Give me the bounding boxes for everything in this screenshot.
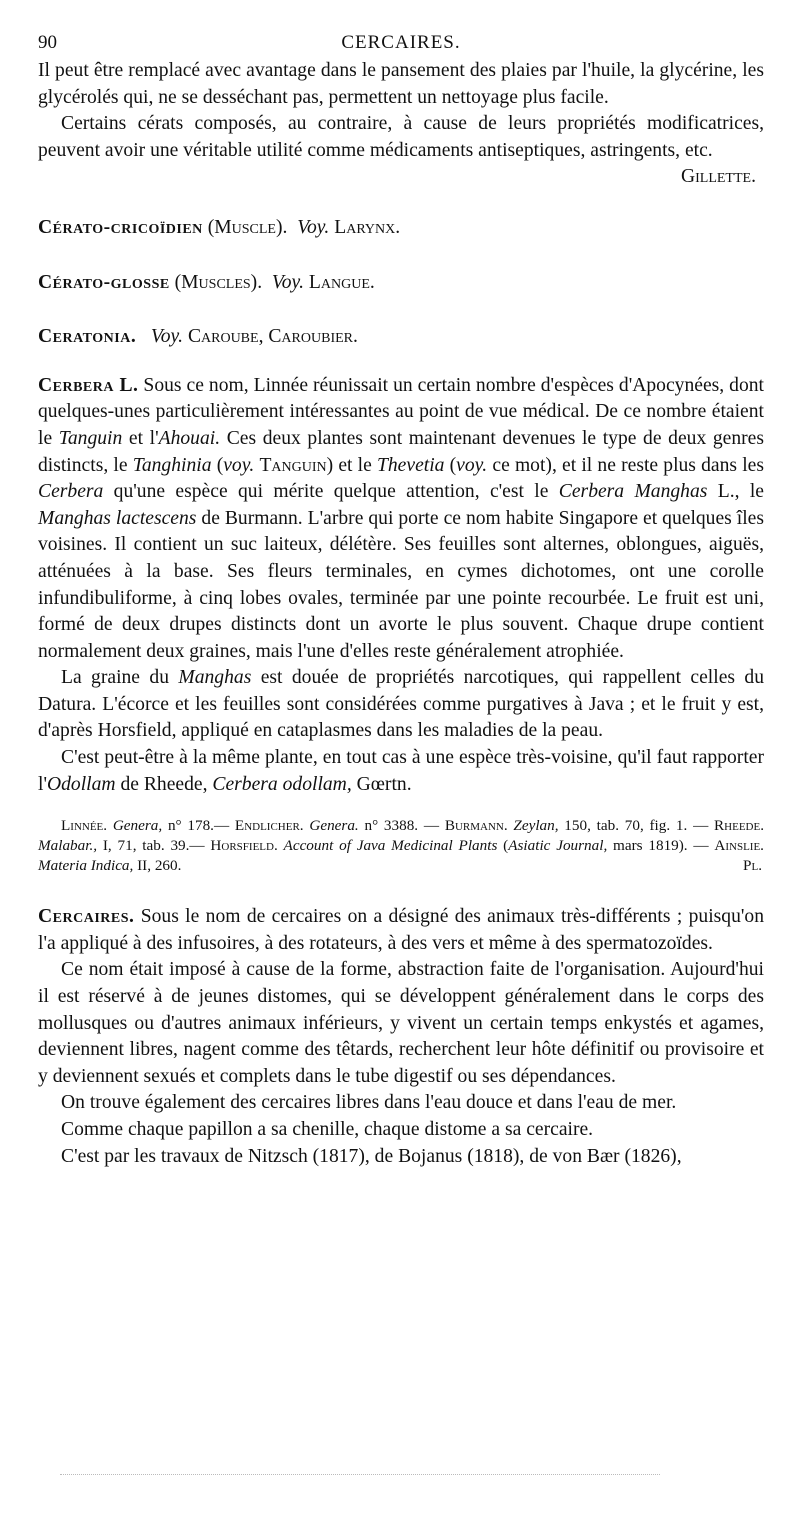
ref-author: Linnée. — [61, 817, 108, 835]
cercaires-paragraph-4: Comme chaque papillon a sa chenille, chaque distome a sa cercaire. — [61, 1119, 594, 1140]
text-run: qu'une espèce qui mérite quelque attention, c'est le — [103, 481, 559, 503]
page-header — [38, 28, 764, 58]
cerats-paragraph-2: Certains cérats composés, au contraire, à cause de leurs propriétés modificatrices, peuvent avoir une véritable utilité comme médicaments antiseptiques, astringents, etc. — [38, 113, 764, 161]
ref-author: Rheede. — [714, 817, 765, 835]
cercaires-paragraph-1 — [38, 904, 764, 957]
text-run: ( — [211, 454, 224, 476]
entry-headword-cerbera: Cerbera L. — [38, 374, 139, 396]
crossref-headword: Cérato-glosse — [38, 271, 170, 293]
italic-term: Cerbera odollam, — [212, 773, 352, 795]
entry-headword-cercaires: Cercaires. — [38, 906, 135, 928]
ref-title: Genera. — [309, 817, 359, 835]
text-run: de Burmann. L'arbre qui porte ce nom habite Singapore et quelques îles voisines. Il contient un suc laiteux, délétère. Ses feuilles sont alternes, oblongues, aiguës, atténuées à la base. Ses fleurs terminales, en cymes dichotomes, ont une corolle infundibuliforme, à cinq lobes ovales, terminée par une pointe recourbée. Le fruit est uni, formé de deux drupes distincts dont un avorte le plus souvent. Chaque drupe contient normalement deux graines, mais l'une d'elles reste généralement atrophiée. — [38, 507, 764, 662]
ref-text: n° 3388. — — [358, 817, 445, 835]
ref-title: Materia Indica, — [38, 857, 134, 875]
ref-text: n° 178.— — [162, 817, 235, 835]
cerbera-paragraph-2 — [38, 665, 764, 745]
italic-term: Tanguin — [58, 427, 123, 449]
italic-term: Manghas — [178, 667, 252, 689]
text-run: Gœrtn. — [351, 773, 412, 795]
ref-author: Endlicher. — [234, 817, 304, 835]
bibliography-references — [38, 816, 764, 876]
author-signature — [38, 164, 764, 191]
text-run: Sous le nom de cercaires on a désigné des animaux très-différents ; puisqu'on l'a appliqué à des infusoires, à des rotateurs, à des vers et même à des spermatozoïdes. — [38, 906, 764, 954]
smallcaps-term: Tanguin — [259, 454, 327, 476]
text-run: ( — [444, 454, 457, 476]
ref-text: ( — [497, 837, 509, 855]
italic-term: Cerbera — [38, 481, 104, 503]
cerbera-paragraph-1 — [38, 373, 764, 666]
crossref-gloss: (Muscle). — [207, 216, 288, 238]
text-run: Sous ce nom, Linnée réunissait un certain nombre d'espèces d'Apocynées, dont quelques-unes particulièrement intéressantes au point de vue médical. De ce nombre étaient le — [38, 374, 764, 449]
italic-term: voy. — [456, 454, 488, 476]
ref-text: II, 260. — [133, 857, 182, 875]
text-run: de Rheede, — [115, 773, 213, 795]
text-run: ) et le — [326, 454, 377, 476]
crossref-cerato-cricoidien — [38, 215, 764, 242]
signature-text: Gillette. — [680, 166, 756, 188]
ref-title: Asiatic Journal, — [508, 837, 608, 855]
ref-title: Account of Java Medicinal Plants — [283, 837, 498, 855]
running-title: CERCAIRES. — [341, 32, 461, 53]
crossref-headword: Cérato-cricoïdien — [38, 216, 203, 238]
crossref-voy: Voy. — [271, 271, 305, 293]
cerats-paragraph-1: Il peut être remplacé avec avantage dans le pansement des plaies par l'huile, la glycérine, les glycérolés qui, ne se desséchant pas, permettent un nettoyage plus facile. — [38, 60, 764, 108]
italic-term: Tanghinia — [132, 454, 212, 476]
ref-author: Burmann. — [444, 817, 508, 835]
cerbera-paragraph-3 — [38, 745, 764, 798]
crossref-voy: Voy. — [297, 216, 330, 238]
ref-text: I, 71, tab. 39.— — [97, 837, 211, 855]
cercaires-paragraph-3: On trouve également des cercaires libres dans l'eau douce et dans l'eau de mer. — [61, 1092, 677, 1114]
ref-title: Genera, — [112, 817, 163, 835]
ref-title: Zeylan, — [513, 817, 559, 835]
crossref-headword: Ceratonia. — [38, 326, 137, 348]
crossref-cerato-glosse — [38, 270, 764, 297]
page-bottom-rule — [60, 1474, 660, 1475]
ref-text: mars 1819). — — [607, 837, 715, 855]
crossref-target: Langue. — [308, 271, 375, 293]
italic-term: Ahouai. — [158, 427, 221, 449]
ref-author: Horsfield. — [210, 837, 278, 855]
crossref-target: Larynx. — [334, 216, 401, 238]
italic-term: Cerbera Manghas — [558, 481, 708, 503]
cercaires-paragraph-2: Ce nom était imposé à cause de la forme, abstraction faite de l'organisation. Aujourd'hui il est réservé à de jeunes distomes, qui se développent généralement dans le corps des mollusques ou d'autres animaux inférieurs, y vivent un certain temps enkystés et agames, deviennent libres, nagent comme des têtards, recherchent leur hôte définitif ou provisoire et y deviennent sexués et complets dans le tube digestif ou ses dépendances. — [38, 959, 764, 1087]
ref-text: 150, tab. 70, fig. 1. — — [558, 817, 715, 835]
crossref-gloss: (Muscles). — [174, 271, 263, 293]
text-run: La graine du — [61, 667, 179, 689]
cercaires-paragraph-5: C'est par les travaux de Nitzsch (1817), de Bojanus (1818), de von Bær (1826), — [61, 1145, 682, 1167]
text-run: et l' — [122, 427, 159, 449]
italic-term: voy. — [223, 454, 255, 476]
italic-term: Thevetia — [376, 454, 445, 476]
text-run: L., le — [707, 481, 764, 503]
page-number: 90 — [38, 32, 57, 53]
italic-term: Odollam — [46, 773, 116, 795]
crossref-ceratonia — [38, 324, 764, 351]
crossref-target: Caroube, Caroubier. — [187, 326, 358, 348]
text-run: ce mot), et il ne reste plus dans les — [487, 454, 764, 476]
text-run: est douée de propriétés narcotiques, qui rappellent celles du Datura. L'écorce et les feuilles sont considérées comme purgatives à Java ; et le fruit y est, d'après Horsfield, appliqué en cataplasmes dans les maladies de la peau. — [38, 667, 764, 742]
ref-signature: Pl. — [743, 857, 762, 875]
ref-title: Malabar., — [38, 837, 98, 855]
italic-term: Manghas lactescens — [38, 507, 197, 529]
ref-author: Ainslie. — [714, 837, 764, 855]
text-run: C'est peut-être à la même plante, en tout cas à une espèce très-voisine, qu'il faut rapporter l' — [38, 747, 764, 795]
crossref-voy: Voy. — [150, 326, 184, 348]
text-run: Ces deux plantes sont maintenant devenues le type de deux genres distincts, le — [38, 427, 764, 476]
